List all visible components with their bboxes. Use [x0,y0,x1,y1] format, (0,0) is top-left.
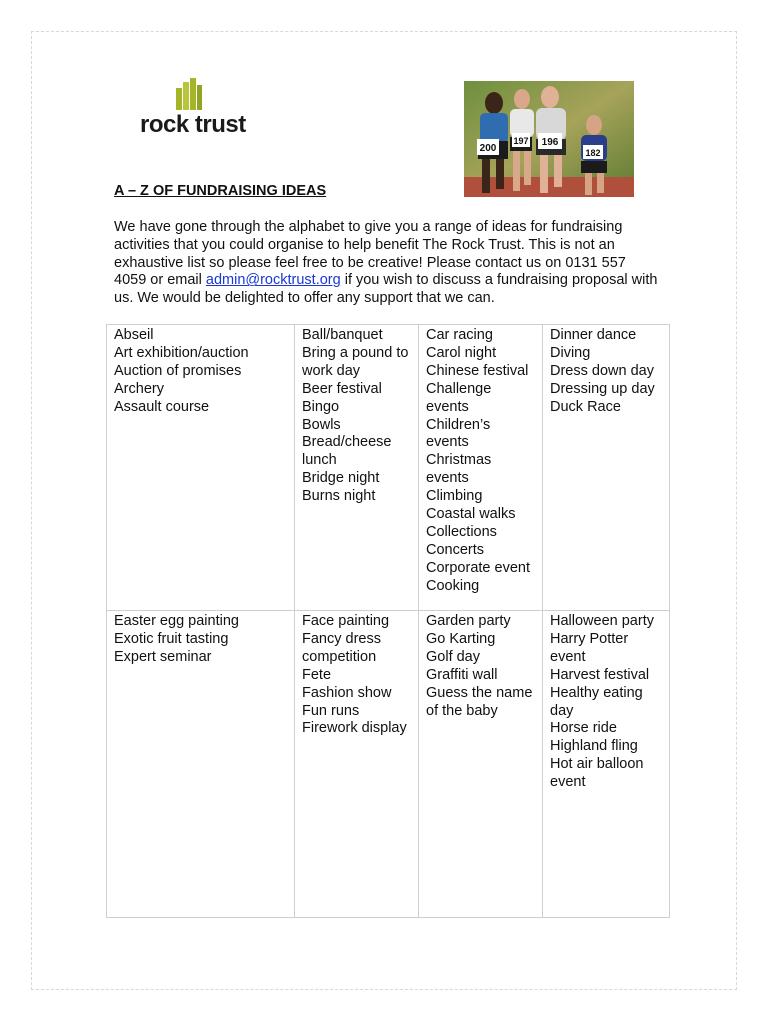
ideas-table [106,324,670,918]
idea-item: Diving [550,344,591,361]
page-title: A – Z OF FUNDRAISING IDEAS [114,183,327,199]
intro-text: We have gone through the alphabet to give you a range of ideas for fundraising activities that you could organise to help benefit The Rock Trust. This is not an exhaustive list so please feel free to be creative! Please contact us on 0131 557 4059 or email [114,219,626,289]
idea-item: Dress down day [550,362,654,379]
idea-item: Children’s events [426,416,491,451]
intro-paragraph [114,219,659,308]
idea-item: Art exhibition/auction [114,344,249,361]
idea-item: Beer festival [302,380,382,397]
idea-item: Highland fling [550,738,638,755]
table-cell [295,325,419,611]
idea-item: Expert seminar [114,648,212,665]
idea-item: Christmas events [426,452,492,487]
idea-item: Guess the name of the baby [426,684,533,719]
intro-text-continued: if you wish to discuss a fundraising proposal with us. We would be delighted to offer any support that we can. [114,272,658,307]
idea-item: Fun runs [302,702,360,719]
idea-item: Harvest festival [550,666,650,683]
idea-item: Bring a pound to work day [302,344,409,379]
idea-item: Assault course [114,398,210,415]
rock-trust-logo [140,78,250,140]
idea-item: Garden party [426,613,511,629]
idea-item: Halloween party [550,613,654,629]
building-bars-icon [174,78,204,112]
idea-item: Exotic fruit tasting [114,630,229,647]
idea-item: Fashion show [302,684,392,701]
idea-item: Car racing [426,327,493,343]
idea-item: Golf day [426,648,480,665]
bib-number: 196 [541,137,559,148]
idea-item: Archery [114,380,164,397]
idea-item: Concerts [426,541,485,558]
runners-illustration [464,81,634,197]
idea-item: Carol night [426,344,497,361]
idea-item: Bread/cheese lunch [302,434,392,469]
idea-item: Go Karting [426,630,496,647]
bib-number: 197 [513,136,529,146]
table-cell [295,611,419,918]
idea-item: Firework display [302,720,407,737]
table-cell [419,611,543,918]
idea-item: Bridge night [302,470,380,487]
idea-item: Climbing [426,488,483,505]
idea-item: Duck Race [550,398,621,415]
table-cell [543,325,670,611]
table-row [107,325,670,611]
idea-item: Dressing up day [550,380,655,397]
ideas-table-body [107,325,670,918]
table-row [107,611,670,918]
idea-item: Coastal walks [426,506,516,523]
idea-item: Bingo [302,398,340,415]
idea-item: Collections [426,523,497,540]
idea-item: Hot air balloon event [550,756,644,791]
bib-number: 200 [479,143,497,154]
idea-item: Chinese festival [426,362,529,379]
idea-item: Challenge events [426,380,492,415]
idea-item: Face painting [302,613,390,629]
table-cell [107,325,295,611]
idea-item: Graffiti wall [426,666,498,683]
idea-item: Easter egg painting [114,613,239,629]
idea-item: Bowls [302,416,341,433]
idea-item: Fancy dress competition [302,630,381,665]
runners-photo [464,81,634,197]
idea-item: Horse ride [550,720,617,737]
table-cell [543,611,670,918]
idea-item: Abseil [114,327,154,343]
table-cell [107,611,295,918]
idea-item: Ball/banquet [302,327,383,343]
idea-item: Corporate event [426,559,530,576]
idea-item: Fete [302,666,332,683]
logo-text: rock trust [140,111,246,138]
table-cell [419,325,543,611]
idea-item: Cooking [426,577,480,594]
email-link[interactable]: admin@rocktrust.org [205,272,341,289]
idea-item: Auction of promises [114,362,242,379]
idea-item: Dinner dance [550,327,637,343]
idea-item: Healthy eating day [550,684,643,719]
idea-item: Burns night [302,488,376,505]
idea-item: Harry Potter event [550,630,629,665]
bib-number: 182 [585,148,601,158]
